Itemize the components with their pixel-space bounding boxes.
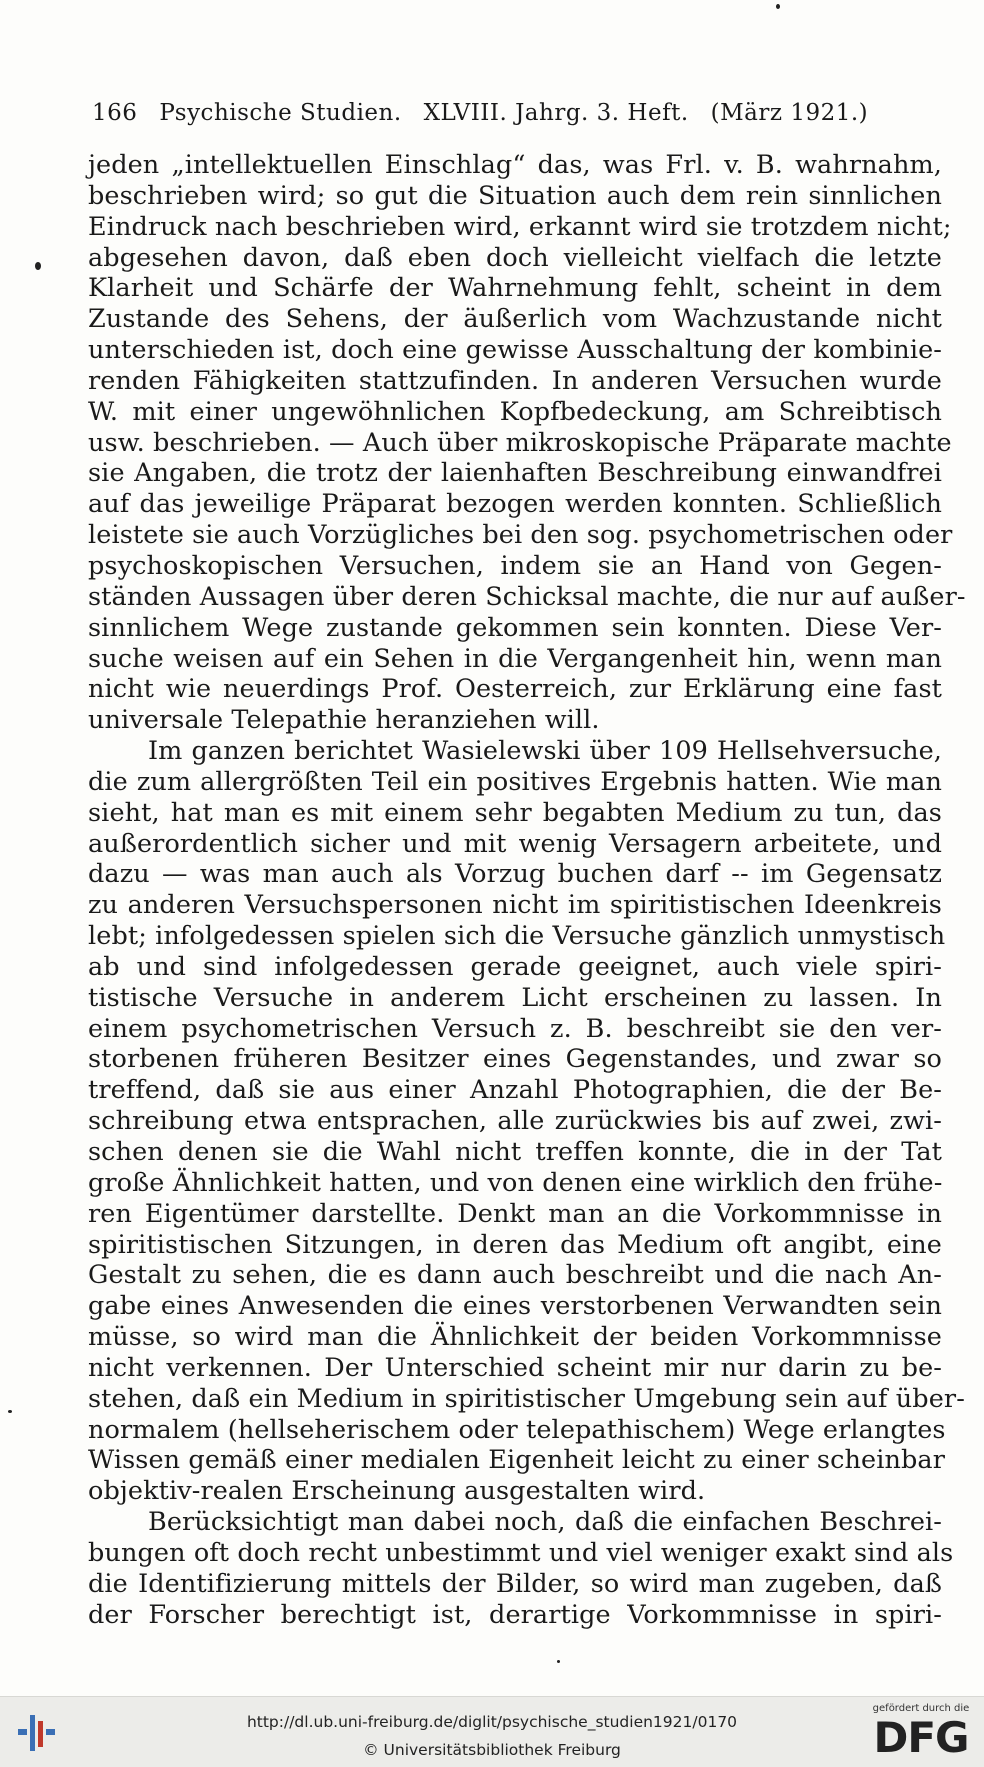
source-url[interactable]: http://dl.ub.uni-freiburg.de/diglit/psychische_studien1921/0170	[246, 1713, 738, 1731]
text-line: nicht verkennen. Der Unterschied scheint mir nur darin zu be-	[88, 1352, 942, 1383]
paragraph-end-line: universale Telepathie heranziehen will.	[88, 705, 600, 736]
text-line: ab und sind infolgedessen gerade geeignet, auch viele spiri-	[88, 951, 942, 982]
text-line: leistete sie auch Vorzügliches bei den sog. psychometrischen oder	[88, 520, 953, 551]
text-line: spiritistischen Sitzungen, in deren das Medium oft angibt, eine	[88, 1229, 942, 1260]
issue-date: (März 1921.)	[710, 100, 869, 126]
text-line: schreibung etwa entsprachen, alle zurückwies bis auf zwei, zwi-	[88, 1106, 942, 1137]
text-line: sinnlichem Wege zustande gekommen sein konnten. Diese Ver-	[88, 612, 942, 643]
text-line: der Forscher berechtigt ist, derartige Vorkommnisse in spiri-	[88, 1599, 942, 1630]
text-line: ren Eigentümer darstellte. Denkt man an die Vorkommnisse in	[88, 1198, 942, 1229]
text-line: nicht wie neuerdings Prof. Oesterreich, zur Erklärung eine fast	[88, 674, 942, 705]
text-line: Gestalt zu sehen, die es dann auch beschreibt und die nach An-	[88, 1260, 942, 1291]
text-line: dazu — was man auch als Vorzug buchen darf -- im Gegensatz	[88, 859, 942, 890]
body-text	[88, 150, 966, 1631]
text-line: müsse, so wird man die Ähnlichkeit der beiden Vorkommnisse	[88, 1322, 942, 1353]
text-line: normalem (hellseherischem oder telepathischem) Wege erlangtes	[88, 1414, 946, 1445]
running-header	[92, 100, 882, 126]
text-line: beschrieben wird; so gut die Situation auch dem rein sinnlichen	[88, 180, 942, 211]
text-line: suche weisen auf ein Sehen in die Vergangenheit hin, wenn man	[88, 643, 942, 674]
text-line: treffend, daß sie aus einer Anzahl Photographien, die der Be-	[88, 1075, 942, 1106]
text-line: bungen oft doch recht unbestimmt und viel weniger exakt sind als	[88, 1537, 954, 1568]
paragraph-end-line: objektiv-realen Erscheinung ausgestalten wird.	[88, 1476, 706, 1507]
text-line: Eindruck nach beschrieben wird, erkannt wird sie trotzdem nicht;	[88, 211, 952, 242]
text-line: sie Angaben, die trotz der laienhaften Beschreibung einwandfrei	[88, 458, 942, 489]
funding-note: gefördert durch die	[872, 1703, 970, 1714]
scan-speck	[776, 4, 780, 9]
text-line: gabe eines Anwesenden die eines verstorbenen Verwandten sein	[88, 1291, 942, 1322]
text-line: die Identifizierung mittels der Bilder, so wird man zugeben, daß	[88, 1568, 942, 1599]
text-line: usw. beschrieben. — Auch über mikroskopische Präparate machte	[88, 427, 952, 458]
text-line: renden Fähigkeiten stattzufinden. In anderen Versuchen wurde	[88, 365, 942, 396]
page-number: 166	[92, 100, 138, 126]
text-line: große Ähnlichkeit hatten, und von denen eine wirklich den frühe-	[88, 1167, 943, 1198]
text-line: einem psychometrischen Versuch z. B. beschreibt sie den ver-	[88, 1013, 942, 1044]
footer-bar	[0, 1696, 984, 1767]
text-line: schen denen sie die Wahl nicht treffen konnte, die in der Tat	[88, 1137, 942, 1167]
scan-speck	[35, 262, 41, 270]
text-line: lebt; infolgedessen spielen sich die Versuche gänzlich unmystisch	[88, 921, 946, 952]
text-line: Zustande des Sehens, der äußerlich vom Wachzustande nicht	[88, 304, 942, 335]
text-line: stehen, daß ein Medium in spiritistischer Umgebung sein auf über-	[88, 1383, 965, 1414]
scan-speck	[8, 1410, 12, 1413]
text-line: storbenen früheren Besitzer eines Gegenstandes, und zwar so	[88, 1044, 942, 1075]
scan-speck	[557, 1660, 560, 1663]
paragraph-start-line: Im ganzen berichtet Wasielewski über 109 Hellsehversuche,	[148, 736, 942, 767]
volume-issue: XLVIII. Jahrg. 3. Heft.	[423, 100, 689, 126]
text-line: auf das jeweilige Präparat bezogen werden konnten. Schließlich	[88, 489, 942, 520]
text-line: W. mit einer ungewöhnlichen Kopfbedeckung, am Schreibtisch	[88, 396, 942, 427]
copyright-notice: © Universitätsbibliothek Freiburg	[363, 1741, 621, 1759]
text-line: Wissen gemäß einer medialen Eigenheit leicht zu einer scheinbar	[88, 1445, 946, 1476]
text-line: unterschieden ist, doch eine gewisse Ausschaltung der kombinie-	[88, 335, 942, 366]
text-line: zu anderen Versuchspersonen nicht im spiritistischen Ideenkreis	[88, 890, 942, 921]
text-line: die zum allergrößten Teil ein positives Ergebnis hatten. Wie man	[88, 766, 942, 797]
journal-title: Psychische Studien.	[159, 100, 402, 126]
text-line: abgesehen davon, daß eben doch vielleicht vielfach die letzte	[88, 242, 942, 273]
text-line: psychoskopischen Versuchen, indem sie an Hand von Gegen-	[88, 550, 942, 581]
text-line: tistische Versuche in anderem Licht erscheinen zu lassen. In	[88, 982, 942, 1013]
text-line: jeden „intellektuellen Einschlag“ das, was Frl. v. B. wahrnahm,	[88, 150, 942, 180]
text-line: ständen Aussagen über deren Schicksal machte, die nur auf außer-	[88, 581, 966, 612]
dfg-wordmark: DFG	[873, 1713, 969, 1762]
paragraph-start-line: Berücksichtigt man dabei noch, daß die einfachen Beschrei-	[148, 1507, 942, 1538]
text-line: außerordentlich sicher und mit wenig Versagern arbeitete, und	[88, 828, 942, 859]
dfg-logo	[866, 1703, 976, 1763]
text-line: Klarheit und Schärfe der Wahrnehmung fehlt, scheint in dem	[88, 273, 942, 304]
text-line: sieht, hat man es mit einem sehr begabten Medium zu tun, das	[88, 797, 942, 828]
